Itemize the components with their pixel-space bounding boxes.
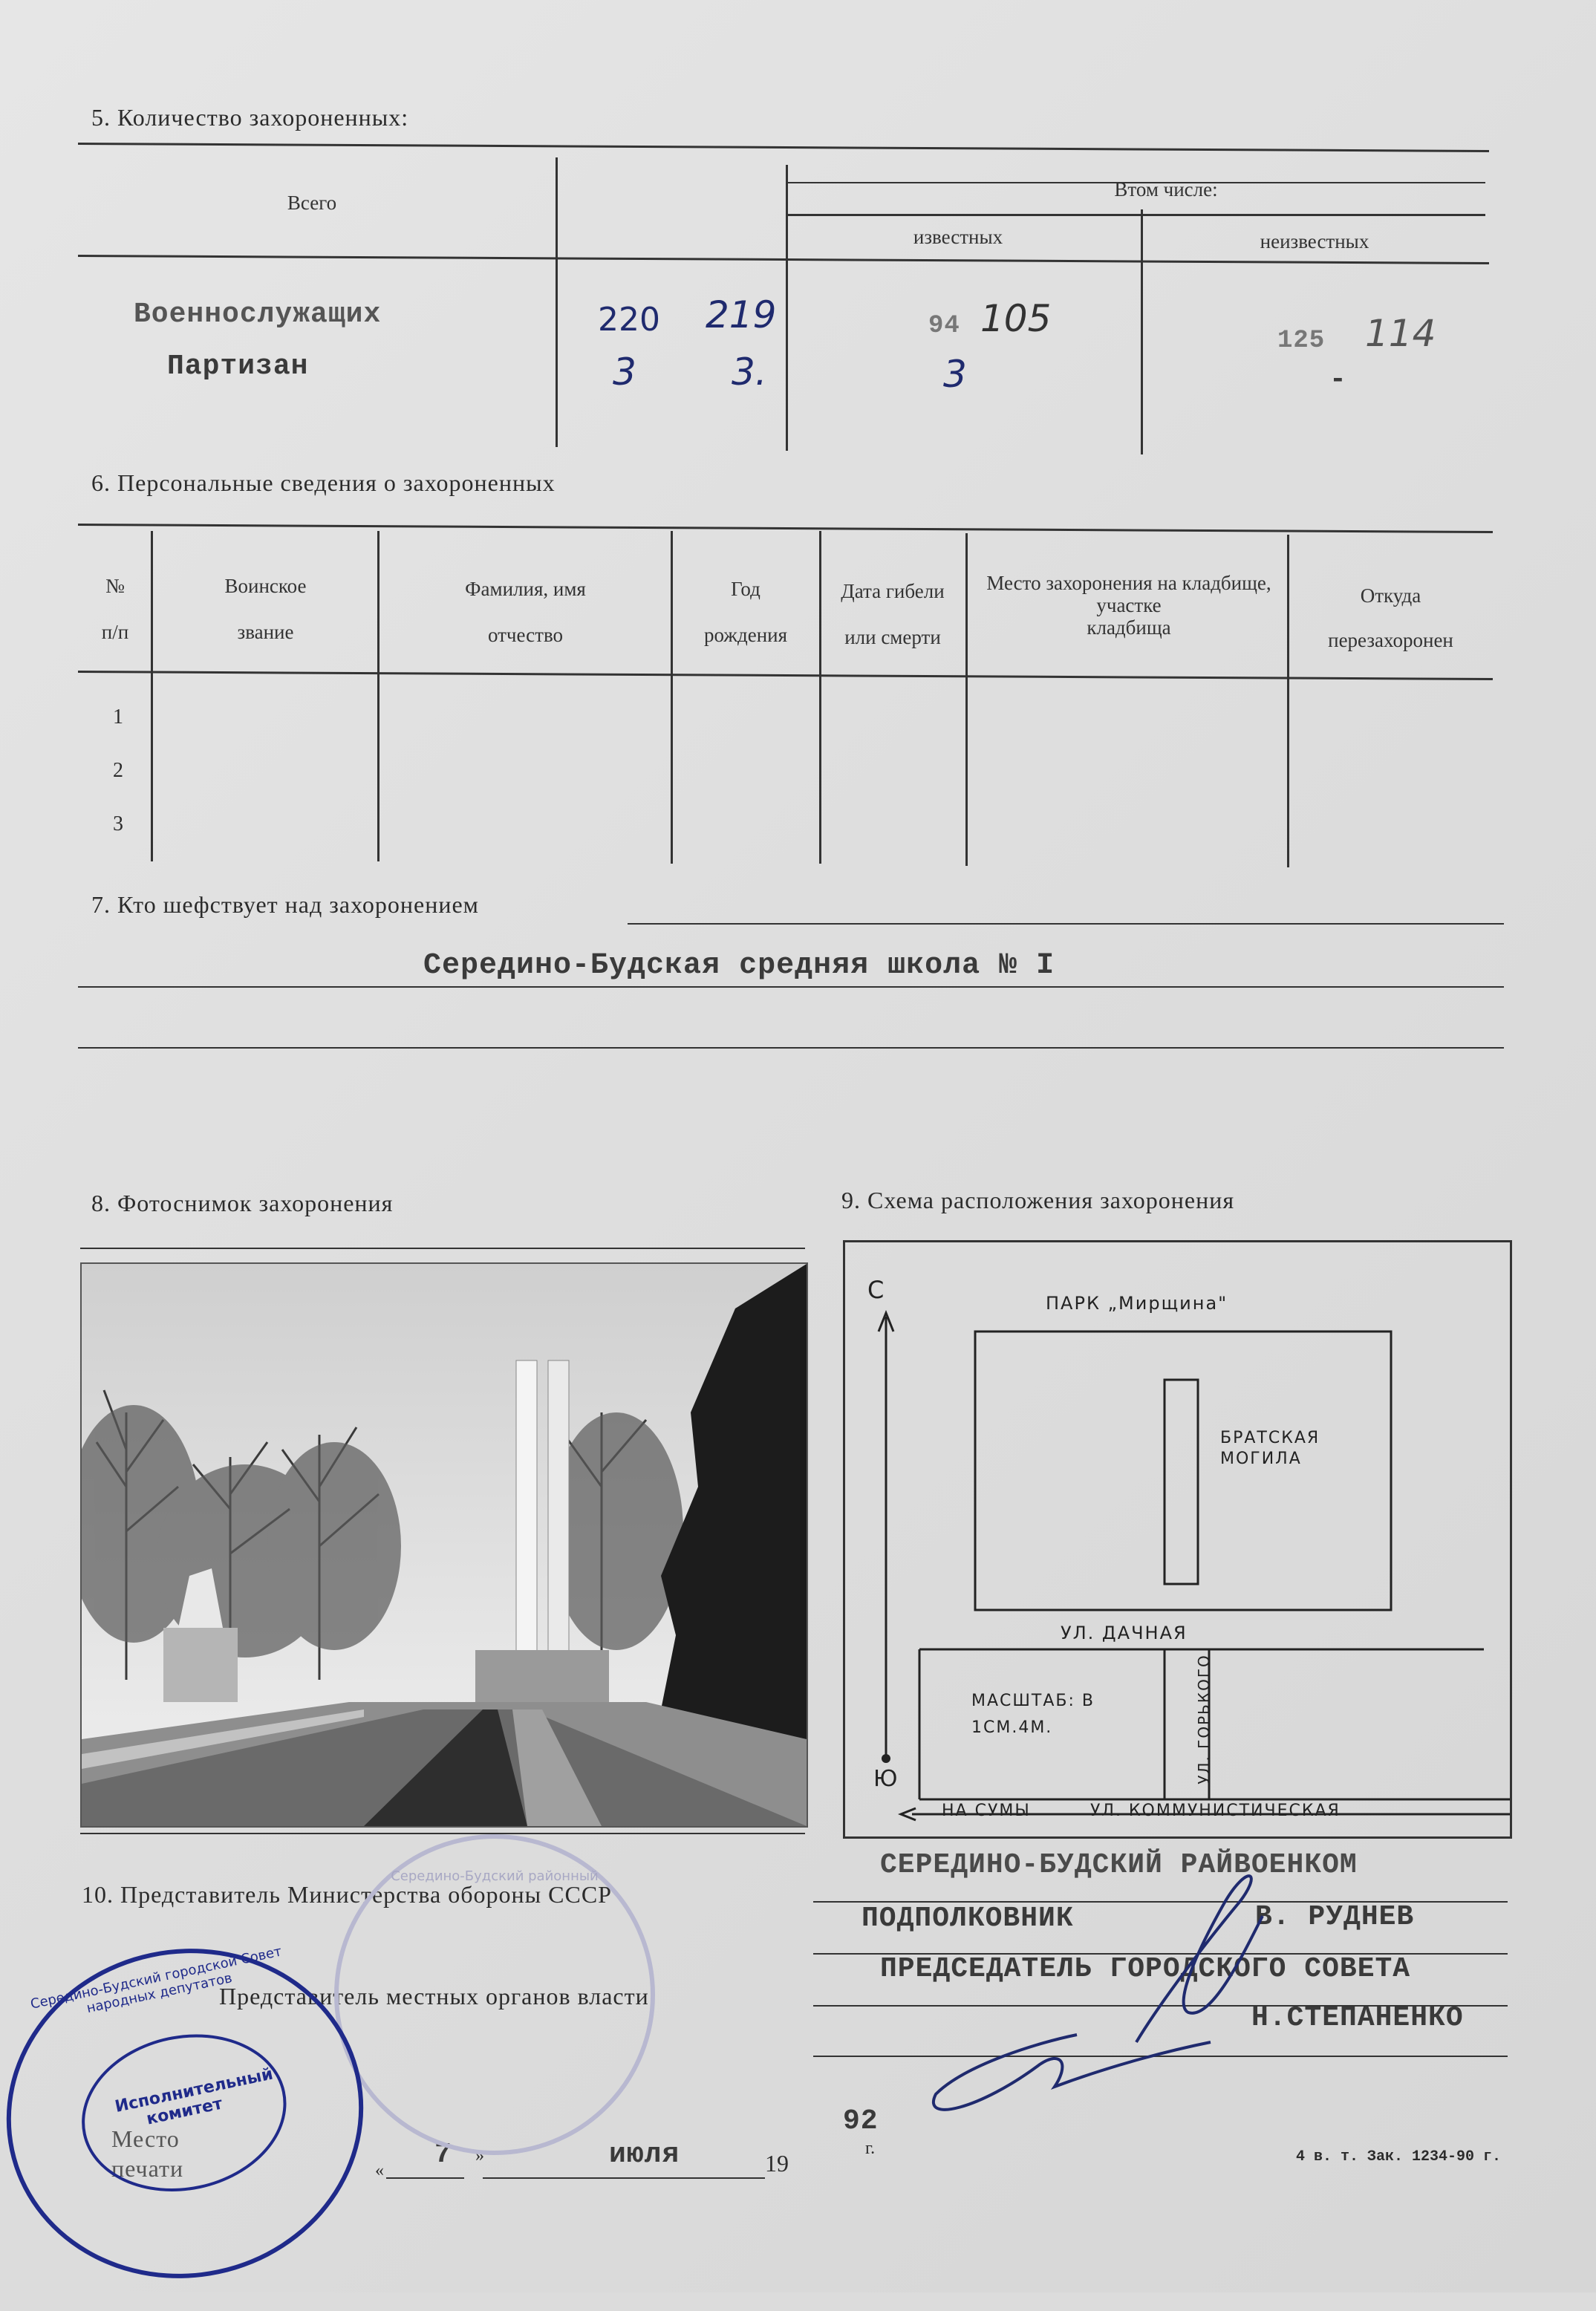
rule — [556, 157, 558, 447]
rule — [671, 531, 673, 864]
faint-round-stamp: Середино-Будский районный — [334, 1834, 655, 2155]
row2-label: Партизан — [167, 351, 309, 382]
row2-known: 3 — [943, 353, 967, 396]
row-number: 2 — [113, 759, 123, 782]
typed-military-office: СЕРЕДИНО-БУДСКИЙ РАЙВОЕНКОМ — [880, 1849, 1358, 1881]
typed-chairman: ПРЕДСЕДАТЕЛЬ ГОРОДСКОГО СОВЕТА — [880, 1953, 1411, 1985]
h-death: Дата гибели или смерти — [841, 580, 945, 648]
h-name: Фамилия, имя отчество — [465, 578, 586, 646]
rule — [377, 531, 380, 861]
street-kommunisticheskaya: УЛ. КОММУНИСТИЧЕСКАЯ — [1090, 1802, 1341, 1820]
rule — [628, 923, 1504, 925]
h-birth: Год рождения — [703, 578, 788, 646]
location-scheme — [843, 1240, 1512, 1839]
row1-known: 94 — [928, 312, 960, 340]
rule — [151, 531, 153, 861]
photo-image — [82, 1264, 807, 1826]
row-number: 1 — [113, 705, 123, 728]
date-year-prefix: 19 — [765, 2150, 789, 2177]
row1-total-corrected: 219 — [706, 293, 777, 336]
row1-unknown-corrected: 114 — [1365, 312, 1436, 355]
h-num: № п/п — [101, 575, 129, 643]
signatures — [891, 1842, 1485, 2139]
rule — [787, 214, 1485, 216]
typed-name-rudnev: В. РУДНЕВ — [1255, 1901, 1415, 1933]
col-unknown-header: неизвестных — [1260, 230, 1369, 252]
council-round-stamp: Середино-Будский городской Совет народных депутатов Исполнительный комитет — [0, 1916, 394, 2311]
row1-unknown: 125 — [1277, 327, 1326, 355]
park-label: ПАРК „Мирщина" — [1046, 1293, 1228, 1314]
patron-value: Середино-Будская средняя школа № I — [423, 949, 1055, 982]
rule — [483, 2177, 765, 2179]
section9-title: 9. Схема расположения захоронения — [841, 1187, 1235, 1213]
row2-total: 3 — [613, 351, 636, 394]
row2-total-corrected: 3. — [732, 351, 767, 394]
stamp-place-label: Место печати — [111, 2125, 184, 2182]
scale-label: МАСШТАБ: В 1СМ.4М. — [971, 1692, 1095, 1737]
h-rank: Воинское звание — [224, 575, 307, 643]
col-known-header: известных — [913, 226, 1003, 248]
rule — [78, 524, 1493, 533]
date-year-suffix: 92 — [843, 2105, 879, 2137]
section8-title: 8. Фотоснимок захоронения — [91, 1190, 394, 1216]
section5-title: 5. Количество захороненных: — [91, 104, 409, 131]
row1-label: Военнослужащих — [134, 299, 382, 330]
section10-title: 10. Представитель Министерства обороны СССР — [82, 1881, 612, 1908]
rule — [786, 165, 788, 451]
print-info: 4 в. т. Зак. 1234-90 г. — [1296, 2148, 1502, 2165]
h-from: Откуда перезахоронен — [1328, 584, 1453, 651]
local-rep-title: Представитель местных органов власти — [219, 1983, 649, 2010]
rule — [965, 533, 968, 866]
section6-title: 6. Персональные сведения о захороненных — [91, 469, 556, 496]
south-label: Ю — [873, 1766, 899, 1792]
typed-rank: ПОДПОЛКОВНИК — [861, 1903, 1074, 1934]
rule — [78, 671, 1493, 680]
date-quote-close: » — [475, 2146, 484, 2165]
row-number: 3 — [113, 812, 123, 835]
rule — [1141, 209, 1143, 454]
scheme-drawing — [845, 1242, 1510, 1836]
to-sumy-label: НА СУМЫ — [942, 1802, 1031, 1820]
row1-known-corrected: 105 — [980, 297, 1052, 340]
rule — [78, 255, 1489, 264]
section7-title: 7. Кто шефствует над захоронением — [91, 891, 479, 918]
h-place: Место захоронения на кладбище, участке кладбища — [986, 572, 1271, 639]
street-gorkogo: УЛ. ГОРЬКОГО — [1194, 1654, 1213, 1784]
col-total-header: Всего — [287, 192, 337, 214]
rule — [78, 986, 1504, 988]
street-dachnaya: УЛ. ДАЧНАЯ — [1061, 1623, 1188, 1643]
rule — [80, 1248, 805, 1249]
rule — [78, 143, 1489, 152]
grave-label: БРАТСКАЯ МОГИЛА — [1220, 1429, 1320, 1468]
date-day: 7 — [434, 2139, 452, 2171]
north-label: С — [867, 1276, 886, 1304]
date-g: г. — [865, 2139, 876, 2158]
row1-total: 220 — [598, 301, 660, 339]
row2-unknown: - — [1329, 364, 1347, 396]
rule — [386, 2177, 464, 2179]
date-quote-open: « — [375, 2161, 384, 2180]
rule — [78, 1047, 1504, 1049]
col-incl-header: Втом числе: — [1114, 178, 1218, 201]
typed-name-stepanenko: Н.СТЕПАНЕНКО — [1251, 2002, 1464, 2034]
date-month: июля — [609, 2139, 680, 2171]
rule — [1287, 535, 1289, 867]
memorial-photo — [80, 1262, 808, 1828]
rule — [80, 1833, 805, 1834]
